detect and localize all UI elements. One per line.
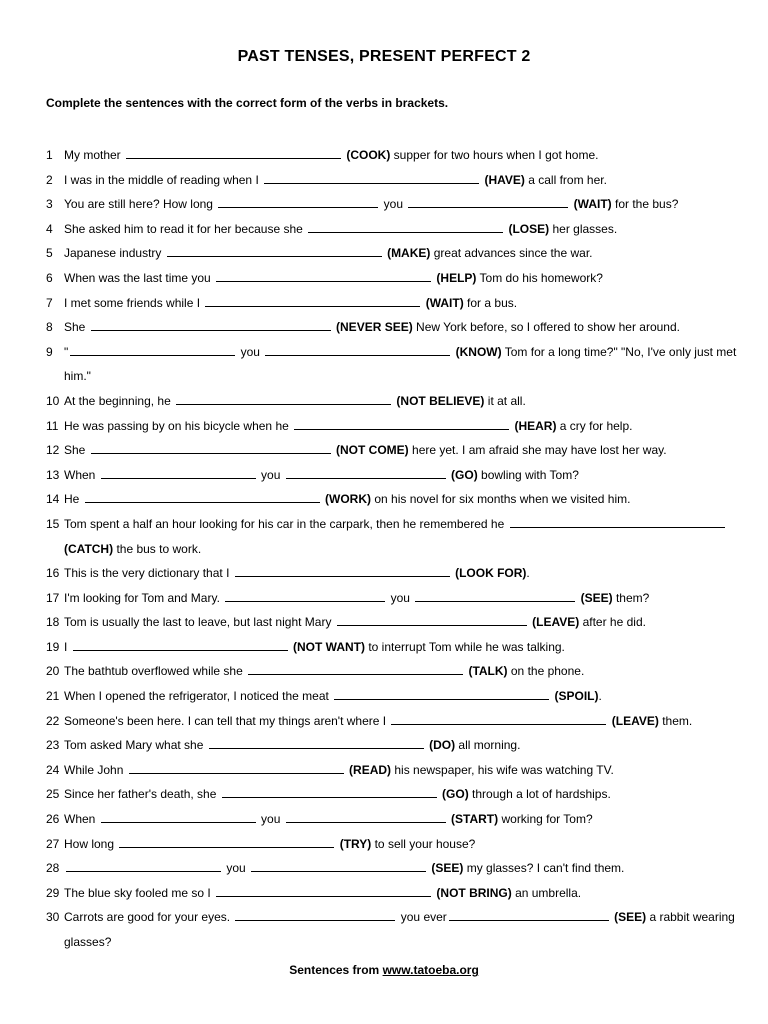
exercise-item (0, 881, 768, 906)
sentence-text: Someone's been here. I can tell that my things aren't where I (64, 713, 390, 728)
sentence-text: She (64, 443, 89, 458)
sentence-text: Tom is usually the last to leave, but last night Mary (64, 615, 335, 630)
sentence-text: it at all. (484, 393, 526, 408)
sentence-text: At the beginning, he (64, 393, 175, 408)
sentence (64, 389, 744, 414)
sentence-text: you (387, 590, 414, 605)
answer-blank[interactable] (391, 712, 606, 725)
sentence (64, 807, 744, 832)
sentence-text: When I opened the refrigerator, I noticed the meat (64, 689, 333, 704)
answer-blank[interactable] (286, 466, 446, 479)
item-number: 6 (46, 270, 53, 285)
exercise-item (0, 143, 768, 168)
sentence (64, 905, 744, 954)
sentence (64, 782, 744, 807)
verb-hint: (SEE) (577, 590, 613, 605)
item-number: 12 (46, 443, 60, 458)
answer-blank[interactable] (167, 244, 382, 257)
exercise-item (0, 340, 768, 389)
verb-hint: (LEAVE) (528, 615, 580, 630)
answer-blank[interactable] (91, 318, 331, 331)
sentence-text: I (64, 639, 71, 654)
sentence-text: my glasses? I can't find them. (463, 861, 625, 876)
sentence-text: her glasses. (549, 221, 618, 236)
exercise-item (0, 291, 768, 316)
sentence-text: I met some friends while I (64, 295, 204, 310)
sentence-text: on the phone. (507, 664, 585, 679)
answer-blank[interactable] (119, 835, 334, 848)
sentence (64, 856, 744, 881)
sentence-text: The bathtub overflowed while she (64, 664, 247, 679)
sentence-text: for the bus? (611, 197, 679, 212)
answer-blank[interactable] (510, 515, 725, 528)
item-number: 3 (46, 197, 53, 212)
sentence-text: them? (612, 590, 650, 605)
answer-blank[interactable] (205, 294, 420, 307)
verb-hint: (SEE) (610, 910, 647, 925)
verb-hint: (MAKE) (383, 246, 431, 261)
answer-blank[interactable] (337, 613, 527, 626)
sentence-text: to interrupt Tom while he was talking. (365, 639, 565, 654)
answer-blank[interactable] (449, 908, 609, 921)
answer-blank[interactable] (248, 662, 463, 675)
item-number: 22 (46, 713, 60, 728)
verb-hint: (NEVER SEE) (332, 320, 413, 335)
sentence (64, 512, 744, 561)
exercise-item (0, 807, 768, 832)
answer-blank[interactable] (235, 908, 395, 921)
item-number: 26 (46, 812, 60, 827)
verb-hint: (NOT COME) (332, 443, 409, 458)
verb-hint: (READ) (345, 762, 392, 777)
sentence (64, 266, 744, 291)
sentence (64, 217, 744, 242)
sentence-text: you ever (397, 910, 447, 925)
sentence (64, 463, 744, 488)
answer-blank[interactable] (85, 490, 320, 503)
exercise-item (0, 463, 768, 488)
sentence (64, 291, 744, 316)
sentence (64, 881, 744, 906)
exercise-item (0, 315, 768, 340)
sentence-text: He was passing by on his bicycle when he (64, 418, 293, 433)
exercise-item (0, 266, 768, 291)
sentence-text: after he did. (579, 615, 646, 630)
verb-hint: (LOOK FOR) (451, 566, 527, 581)
answer-blank[interactable] (218, 195, 378, 208)
sentence-text: The blue sky fooled me so I (64, 885, 215, 900)
sentence (64, 659, 744, 684)
sentence-text: the bus to work. (113, 541, 202, 556)
sentence-text: supper for two hours when I got home. (390, 148, 599, 162)
item-number: 10 (46, 393, 60, 408)
sentence (64, 315, 744, 340)
answer-blank[interactable] (91, 441, 331, 454)
sentence-text: an umbrella. (511, 885, 582, 900)
exercise-item (0, 709, 768, 734)
sentence (64, 635, 744, 660)
answer-blank[interactable] (334, 687, 549, 700)
item-number: 24 (46, 762, 60, 777)
answer-blank[interactable] (101, 466, 256, 479)
answer-blank[interactable] (129, 761, 344, 774)
sentence-text: Japanese industry (64, 246, 165, 261)
answer-blank[interactable] (66, 859, 221, 872)
answer-blank[interactable] (126, 146, 341, 159)
exercise-item (0, 168, 768, 193)
sentence-text: Tom do his homework? (476, 270, 603, 285)
sentence (64, 438, 744, 463)
sentence-text: . (526, 566, 530, 581)
verb-hint: (WAIT) (422, 295, 464, 310)
item-number: 9 (46, 344, 53, 359)
item-number: 11 (46, 418, 59, 433)
sentence-text: She (64, 320, 89, 335)
exercise-item (0, 905, 768, 954)
sentence-text: them. (658, 713, 693, 728)
instructions: Complete the sentences with the correct form of the verbs in brackets. (46, 96, 449, 110)
item-number: 30 (46, 910, 60, 925)
exercise-item (0, 782, 768, 807)
verb-hint: (HAVE) (481, 172, 525, 187)
sentence (64, 168, 744, 193)
sentence-text: Since her father's death, she (64, 787, 220, 802)
sentence (64, 586, 744, 611)
exercise-item (0, 758, 768, 783)
sentence-text: Tom asked Mary what she (64, 738, 207, 753)
item-number: 15 (46, 516, 60, 531)
sentence-text: When (64, 812, 99, 827)
verb-hint: (LOSE) (505, 221, 550, 236)
sentence-text: Carrots are good for your eyes. (64, 910, 234, 925)
answer-blank[interactable] (294, 417, 509, 430)
sentence (64, 561, 744, 586)
answer-blank[interactable] (222, 785, 437, 798)
exercise-item (0, 684, 768, 709)
sentence-text: a rabbit wearing glasses? (64, 910, 735, 949)
exercise-item (0, 659, 768, 684)
verb-hint: (CATCH) (64, 541, 114, 556)
item-number: 27 (46, 836, 60, 851)
exercise-list (0, 143, 768, 955)
sentence-text: bowling with Tom? (477, 467, 579, 482)
sentence (64, 414, 744, 439)
sentence-text: his newspaper, his wife was watching TV. (391, 762, 614, 777)
exercise-item (0, 487, 768, 512)
sentence-text: I was in the middle of reading when I (64, 172, 263, 187)
sentence-text: When was the last time you (64, 270, 215, 285)
answer-blank[interactable] (265, 343, 450, 356)
sentence-text: . (598, 689, 602, 704)
sentence-text: to sell your house? (371, 836, 476, 851)
item-number: 19 (46, 639, 60, 654)
sentence-text: While John (64, 762, 127, 777)
sentence-text: " (64, 344, 69, 359)
sentence-text: I'm looking for Tom and Mary. (64, 590, 224, 605)
item-number: 18 (46, 615, 60, 630)
answer-blank[interactable] (235, 564, 450, 577)
answer-blank[interactable] (176, 392, 391, 405)
answer-blank[interactable] (216, 884, 431, 897)
answer-blank[interactable] (264, 171, 479, 184)
sentence-text: you (380, 197, 407, 212)
item-number: 16 (46, 566, 60, 581)
sentence-text: you (257, 812, 284, 827)
sentence-text: all morning. (455, 738, 521, 753)
sentence-text: for a bus. (463, 295, 518, 310)
verb-hint: (NOT BELIEVE) (393, 393, 485, 408)
sentence-text: here yet. I am afraid she may have lost her way. (408, 443, 667, 458)
item-number: 29 (46, 885, 60, 900)
sentence-text: working for Tom? (498, 812, 593, 827)
verb-hint: (NOT BRING) (433, 885, 512, 900)
exercise-item (0, 832, 768, 857)
verb-hint: (LEAVE) (608, 713, 659, 728)
exercise-item (0, 586, 768, 611)
sentence-text: When (64, 467, 99, 482)
verb-hint: (WORK) (321, 492, 372, 507)
exercise-item (0, 414, 768, 439)
sentence-text: My mother (64, 148, 125, 162)
item-number: 23 (46, 738, 60, 753)
sentence-text: She asked him to read it for her because she (64, 221, 307, 236)
exercise-item (0, 217, 768, 242)
answer-blank[interactable] (216, 269, 431, 282)
verb-hint: (GO) (438, 787, 469, 802)
sentence-text: Tom for a long time?" "No, I've only just met him." (64, 344, 737, 384)
sentence-text: you (257, 467, 284, 482)
verb-hint: (TALK) (465, 664, 508, 679)
verb-hint: (SPOIL) (551, 689, 599, 704)
footer-prefix: Sentences from (289, 963, 383, 977)
verb-hint: (GO) (447, 467, 478, 482)
sentence (64, 733, 744, 758)
sentence (64, 684, 744, 709)
sentence-text: great advances since the war. (430, 246, 593, 261)
exercise-item (0, 438, 768, 463)
answer-blank[interactable] (73, 638, 288, 651)
exercise-item (0, 192, 768, 217)
answer-blank[interactable] (251, 859, 426, 872)
verb-hint: (HELP) (433, 270, 477, 285)
answer-blank[interactable] (225, 589, 385, 602)
footer (0, 963, 768, 977)
verb-hint: (TRY) (336, 836, 372, 851)
exercise-item (0, 561, 768, 586)
sentence (64, 143, 744, 168)
answer-blank[interactable] (101, 810, 256, 823)
item-number: 7 (46, 295, 53, 310)
exercise-item (0, 241, 768, 266)
item-number: 13 (46, 467, 60, 482)
sentence-text: This is the very dictionary that I (64, 566, 233, 581)
verb-hint: (START) (447, 812, 499, 827)
sentence (64, 832, 744, 857)
sentence (64, 610, 744, 635)
item-number: 14 (46, 492, 60, 507)
verb-hint: (DO) (425, 738, 456, 753)
item-number: 8 (46, 320, 53, 335)
sentence-text: you (223, 861, 250, 876)
sentence (64, 192, 744, 217)
sentence (64, 758, 744, 783)
sentence (64, 241, 744, 266)
sentence-text: through a lot of hardships. (468, 787, 611, 802)
item-number: 17 (46, 590, 60, 605)
answer-blank[interactable] (209, 736, 424, 749)
sentence-text: Tom spent a half an hour looking for his car in the carpark, then he remembered he (64, 516, 508, 531)
source-link[interactable]: www.tatoeba.org (382, 963, 479, 977)
sentence-text: He (64, 492, 83, 507)
answer-blank[interactable] (286, 810, 446, 823)
exercise-item (0, 856, 768, 881)
exercise-item (0, 610, 768, 635)
verb-hint: (SEE) (428, 861, 464, 876)
sentence (64, 709, 744, 734)
sentence-text: a call from her. (524, 172, 607, 187)
sentence-text: on his novel for six months when we visited him. (371, 492, 631, 507)
item-number: 25 (46, 787, 60, 802)
verb-hint: (HEAR) (511, 418, 557, 433)
answer-blank[interactable] (408, 195, 568, 208)
exercise-item (0, 733, 768, 758)
sentence-text: New York before, so I offered to show her around. (412, 320, 680, 335)
sentence (64, 487, 744, 512)
sentence-text: You are still here? How long (64, 197, 217, 212)
item-number: 1 (46, 148, 53, 162)
exercise-item (0, 635, 768, 660)
verb-hint: (COOK) (343, 148, 391, 162)
sentence-text: a cry for help. (556, 418, 633, 433)
exercise-item (0, 389, 768, 414)
item-number: 4 (46, 221, 53, 236)
verb-hint: (KNOW) (452, 344, 502, 359)
answer-blank[interactable] (415, 589, 575, 602)
verb-hint: (NOT WANT) (289, 639, 365, 654)
item-number: 2 (46, 172, 53, 187)
sentence-text: you (237, 344, 264, 359)
item-number: 20 (46, 664, 60, 679)
answer-blank[interactable] (308, 220, 503, 233)
sentence-text: How long (64, 836, 118, 851)
item-number: 21 (46, 689, 60, 704)
answer-blank[interactable] (70, 343, 235, 356)
exercise-item (0, 512, 768, 561)
item-number: 28 (46, 861, 60, 876)
item-number: 5 (46, 246, 53, 261)
verb-hint: (WAIT) (570, 197, 612, 212)
worksheet-title: PAST TENSES, PRESENT PERFECT 2 (237, 48, 531, 65)
sentence (64, 340, 744, 389)
